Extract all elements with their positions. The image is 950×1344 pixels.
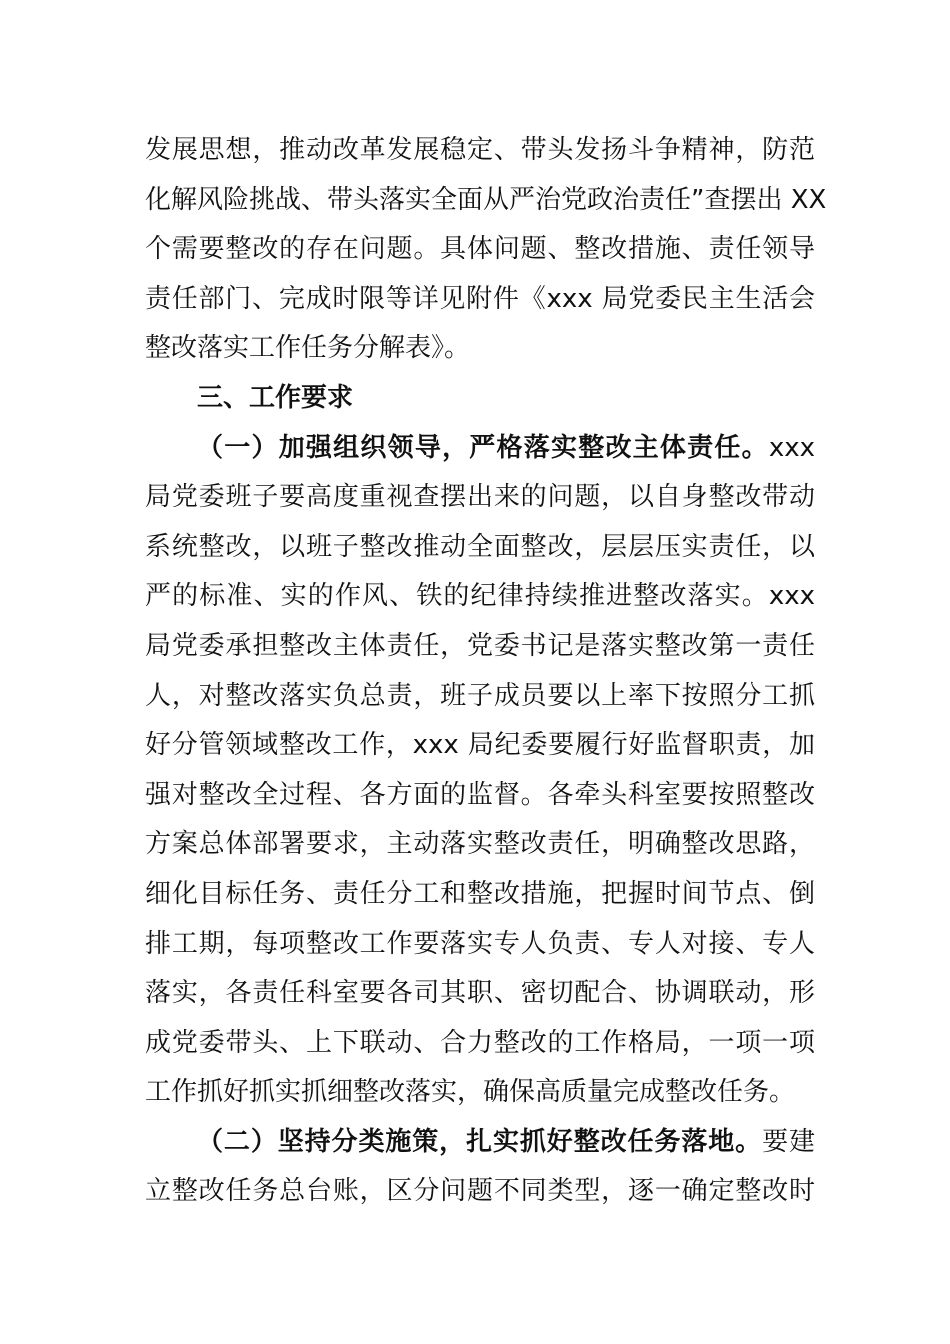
body-line: 局党委承担整改主体责任，党委书记是落实整改第一责任: [145, 630, 815, 661]
subsection-heading-line: [145, 424, 815, 474]
body-line: 落实，各责任科室要各司其职、密切配合、协调联动，形: [145, 978, 815, 1009]
body-line: 严的标准、实的作风、铁的纪律持续推进整改落实。xxx: [145, 581, 815, 612]
body-line: 工作抓好抓实抓细整改落实，确保高质量完成整改任务。: [145, 1077, 796, 1108]
body-line: 系统整改，以班子整改推动全面整改，层层压实责任，以: [145, 531, 815, 562]
body-line: 排工期，每项整改工作要落实专人负责、专人对接、专人: [145, 928, 815, 959]
subsection-heading-line: [145, 1118, 815, 1168]
body-line: 发展思想，推动改革发展稳定、带头发扬斗争精神，防范: [145, 135, 815, 165]
section-heading: 三、工作要求: [197, 382, 354, 413]
body-line: 局党委班子要高度重视查摆出来的问题，以自身整改带动: [145, 482, 815, 513]
body-line: 立整改任务总台账，区分问题不同类型，逐一确定整改时: [145, 1176, 815, 1207]
body-line: 方案总体部署要求，主动落实整改责任，明确整改思路，: [145, 829, 815, 860]
body-line: 整改落实工作任务分解表》。: [145, 333, 471, 364]
body-line: 细化目标任务、责任分工和整改措施，把握时间节点、倒: [145, 878, 815, 909]
body-line: 人，对整改落实负总责，班子成员要以上率下按照分工抓: [145, 680, 815, 711]
body-line: 好分管领域整改工作，xxx 局纪委要履行好监督职责，加: [145, 730, 815, 761]
body-line: 强对整改全过程、各方面的监督。各牵头科室要按照整改: [145, 779, 815, 810]
body-line: 成党委带头、上下联动、合力整改的工作格局，一项一项: [145, 1027, 815, 1058]
subsection-heading-tail: 要建: [762, 1126, 815, 1157]
subsection-heading: （一）加强组织领导，严格落实整改主体责任。: [197, 432, 769, 463]
document-body: [145, 126, 827, 1217]
body-line: 化解风险挑战、带头落实全面从严治党政治责任”查摆出 XX: [145, 184, 827, 215]
subsection-heading-tail: xxx: [768, 432, 815, 463]
body-line: 责任部门、完成时限等详见附件《xxx 局党委民主生活会: [145, 283, 815, 314]
body-line: 个需要整改的存在问题。具体问题、整改措施、责任领导: [145, 234, 815, 265]
subsection-heading: （二）坚持分类施策，扎实抓好整改任务落地。: [197, 1126, 763, 1157]
